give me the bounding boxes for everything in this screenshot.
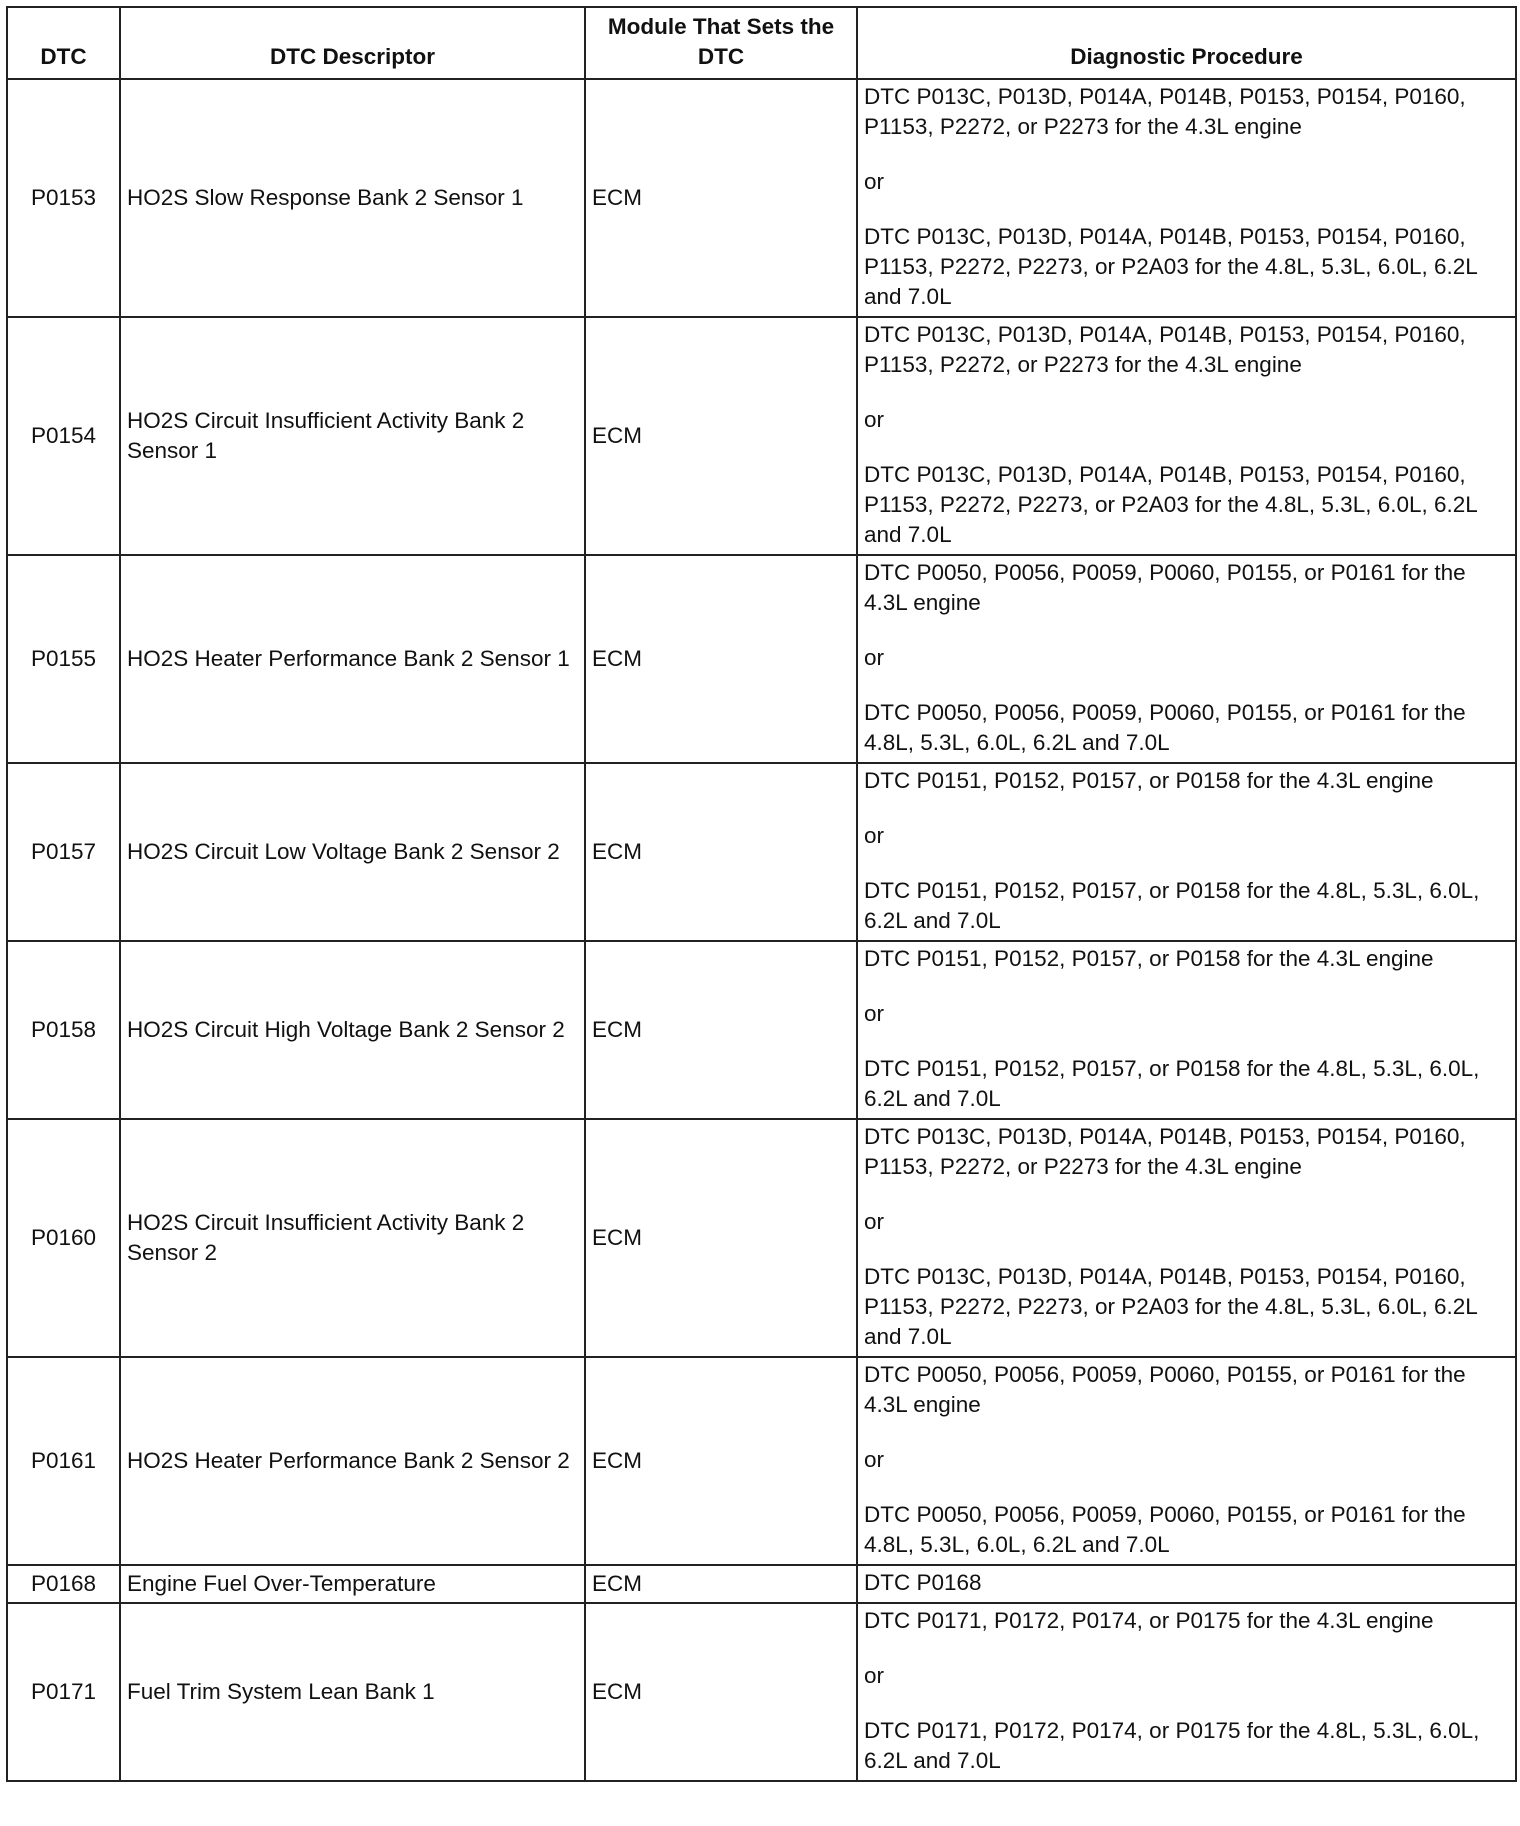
procedure-link-text: DTC P0050, P0056, P0059, P0060, P0155, or P0161 for the 4.3L engine bbox=[864, 1362, 1466, 1417]
paragraph-gap bbox=[864, 142, 1509, 167]
procedure-link-text: DTC P0151, P0152, P0157, or P0158 for the 4.8L, 5.3L, 6.0L, 6.2L and 7.0L bbox=[864, 878, 1480, 933]
procedure-link-text: DTC P013C, P013D, P014A, P014B, P0153, P0154, P0160, P1153, P2272, P2273, or P2A03 for the 4.8L, 5.3L, 6.0L, 6.2L and 7.0L bbox=[864, 1264, 1477, 1349]
procedure-or-separator: or bbox=[864, 1209, 885, 1234]
procedure-or-separator: or bbox=[864, 1447, 885, 1472]
table-row bbox=[7, 941, 1516, 1119]
procedure-link-text: DTC P013C, P013D, P014A, P014B, P0153, P0154, P0160, P1153, P2272, or P2273 for the 4.3L engine bbox=[864, 84, 1466, 139]
procedure-link-text: DTC P0168 bbox=[864, 1570, 982, 1595]
paragraph-gap bbox=[864, 1636, 1509, 1661]
procedure-or-separator: or bbox=[864, 169, 885, 194]
paragraph-gap bbox=[864, 1420, 1509, 1445]
procedure-link-text: DTC P0050, P0056, P0059, P0060, P0155, or P0161 for the 4.8L, 5.3L, 6.0L, 6.2L and 7.0L bbox=[864, 1502, 1466, 1557]
dtc-code-cell: P0155 bbox=[7, 555, 120, 763]
dtc-descriptor-cell: Engine Fuel Over-Temperature bbox=[120, 1565, 585, 1603]
diagnostic-procedure-cell bbox=[857, 1565, 1516, 1603]
dtc-code-cell: P0160 bbox=[7, 1119, 120, 1357]
procedure-link-text: DTC P0050, P0056, P0059, P0060, P0155, or P0161 for the 4.3L engine bbox=[864, 560, 1466, 615]
diagnostic-procedure-cell bbox=[857, 317, 1516, 555]
module-cell: ECM bbox=[585, 1565, 857, 1603]
header-dtc: DTC bbox=[7, 7, 120, 79]
procedure-or-separator: or bbox=[864, 1663, 885, 1688]
dtc-descriptor-cell: HO2S Circuit High Voltage Bank 2 Sensor 2 bbox=[120, 941, 585, 1119]
module-cell: ECM bbox=[585, 1119, 857, 1357]
module-cell: ECM bbox=[585, 941, 857, 1119]
paragraph-gap bbox=[864, 1475, 1509, 1500]
diagnostic-procedure-cell bbox=[857, 1119, 1516, 1357]
diagnostic-procedure-cell bbox=[857, 79, 1516, 317]
paragraph-gap bbox=[864, 796, 1509, 821]
module-cell: ECM bbox=[585, 79, 857, 317]
diagnostic-procedure-cell bbox=[857, 763, 1516, 941]
dtc-code-cell: P0158 bbox=[7, 941, 120, 1119]
dtc-code-cell: P0161 bbox=[7, 1357, 120, 1565]
table-row bbox=[7, 1565, 1516, 1603]
paragraph-gap bbox=[864, 435, 1509, 460]
dtc-descriptor-cell: HO2S Heater Performance Bank 2 Sensor 2 bbox=[120, 1357, 585, 1565]
table-row bbox=[7, 79, 1516, 317]
paragraph-gap bbox=[864, 1691, 1509, 1716]
module-cell: ECM bbox=[585, 555, 857, 763]
procedure-link-text: DTC P0151, P0152, P0157, or P0158 for the 4.8L, 5.3L, 6.0L, 6.2L and 7.0L bbox=[864, 1056, 1480, 1111]
procedure-or-separator: or bbox=[864, 1001, 885, 1026]
header-descriptor: DTC Descriptor bbox=[120, 7, 585, 79]
procedure-link-text: DTC P013C, P013D, P014A, P014B, P0153, P0154, P0160, P1153, P2272, P2273, or P2A03 for the 4.8L, 5.3L, 6.0L, 6.2L and 7.0L bbox=[864, 462, 1477, 547]
dtc-descriptor-cell: Fuel Trim System Lean Bank 1 bbox=[120, 1603, 585, 1781]
table-row bbox=[7, 555, 1516, 763]
diagnostic-procedure-cell bbox=[857, 555, 1516, 763]
paragraph-gap bbox=[864, 1237, 1509, 1262]
paragraph-gap bbox=[864, 673, 1509, 698]
header-module: Module That Sets the DTC bbox=[585, 7, 857, 79]
diagnostic-procedure-cell bbox=[857, 1357, 1516, 1565]
table-row bbox=[7, 317, 1516, 555]
table-row bbox=[7, 1603, 1516, 1781]
dtc-descriptor-cell: HO2S Circuit Insufficient Activity Bank 2 Sensor 2 bbox=[120, 1119, 585, 1357]
dtc-code-cell: P0171 bbox=[7, 1603, 120, 1781]
procedure-link-text: DTC P0151, P0152, P0157, or P0158 for the 4.3L engine bbox=[864, 768, 1434, 793]
procedure-or-separator: or bbox=[864, 645, 885, 670]
paragraph-gap bbox=[864, 974, 1509, 999]
dtc-document bbox=[6, 6, 1515, 1782]
table-header bbox=[7, 7, 1516, 79]
dtc-code-cell: P0168 bbox=[7, 1565, 120, 1603]
procedure-link-text: DTC P0151, P0152, P0157, or P0158 for the 4.3L engine bbox=[864, 946, 1434, 971]
paragraph-gap bbox=[864, 1029, 1509, 1054]
dtc-code-cell: P0154 bbox=[7, 317, 120, 555]
diagnostic-procedure-cell bbox=[857, 1603, 1516, 1781]
paragraph-gap bbox=[864, 851, 1509, 876]
dtc-descriptor-cell: HO2S Circuit Low Voltage Bank 2 Sensor 2 bbox=[120, 763, 585, 941]
procedure-or-separator: or bbox=[864, 823, 885, 848]
dtc-code-cell: P0157 bbox=[7, 763, 120, 941]
dtc-descriptor-cell: HO2S Slow Response Bank 2 Sensor 1 bbox=[120, 79, 585, 317]
dtc-descriptor-cell: HO2S Circuit Insufficient Activity Bank 2 Sensor 1 bbox=[120, 317, 585, 555]
header-row bbox=[7, 7, 1516, 79]
procedure-or-separator: or bbox=[864, 407, 885, 432]
header-procedure: Diagnostic Procedure bbox=[857, 7, 1516, 79]
paragraph-gap bbox=[864, 380, 1509, 405]
table-row bbox=[7, 763, 1516, 941]
table-row bbox=[7, 1119, 1516, 1357]
module-cell: ECM bbox=[585, 1603, 857, 1781]
procedure-link-text: DTC P0171, P0172, P0174, or P0175 for the 4.8L, 5.3L, 6.0L, 6.2L and 7.0L bbox=[864, 1718, 1480, 1773]
table-row bbox=[7, 1357, 1516, 1565]
module-cell: ECM bbox=[585, 317, 857, 555]
procedure-link-text: DTC P0050, P0056, P0059, P0060, P0155, or P0161 for the 4.8L, 5.3L, 6.0L, 6.2L and 7.0L bbox=[864, 700, 1466, 755]
dtc-descriptor-cell: HO2S Heater Performance Bank 2 Sensor 1 bbox=[120, 555, 585, 763]
dtc-code-cell: P0153 bbox=[7, 79, 120, 317]
paragraph-gap bbox=[864, 197, 1509, 222]
procedure-link-text: DTC P013C, P013D, P014A, P014B, P0153, P0154, P0160, P1153, P2272, or P2273 for the 4.3L engine bbox=[864, 322, 1466, 377]
dtc-table bbox=[6, 6, 1517, 1782]
table-body bbox=[7, 79, 1516, 1781]
paragraph-gap bbox=[864, 1182, 1509, 1207]
procedure-link-text: DTC P013C, P013D, P014A, P014B, P0153, P0154, P0160, P1153, P2272, or P2273 for the 4.3L engine bbox=[864, 1124, 1466, 1179]
module-cell: ECM bbox=[585, 763, 857, 941]
procedure-link-text: DTC P013C, P013D, P014A, P014B, P0153, P0154, P0160, P1153, P2272, P2273, or P2A03 for the 4.8L, 5.3L, 6.0L, 6.2L and 7.0L bbox=[864, 224, 1477, 309]
module-cell: ECM bbox=[585, 1357, 857, 1565]
paragraph-gap bbox=[864, 618, 1509, 643]
diagnostic-procedure-cell bbox=[857, 941, 1516, 1119]
procedure-link-text: DTC P0171, P0172, P0174, or P0175 for the 4.3L engine bbox=[864, 1608, 1434, 1633]
